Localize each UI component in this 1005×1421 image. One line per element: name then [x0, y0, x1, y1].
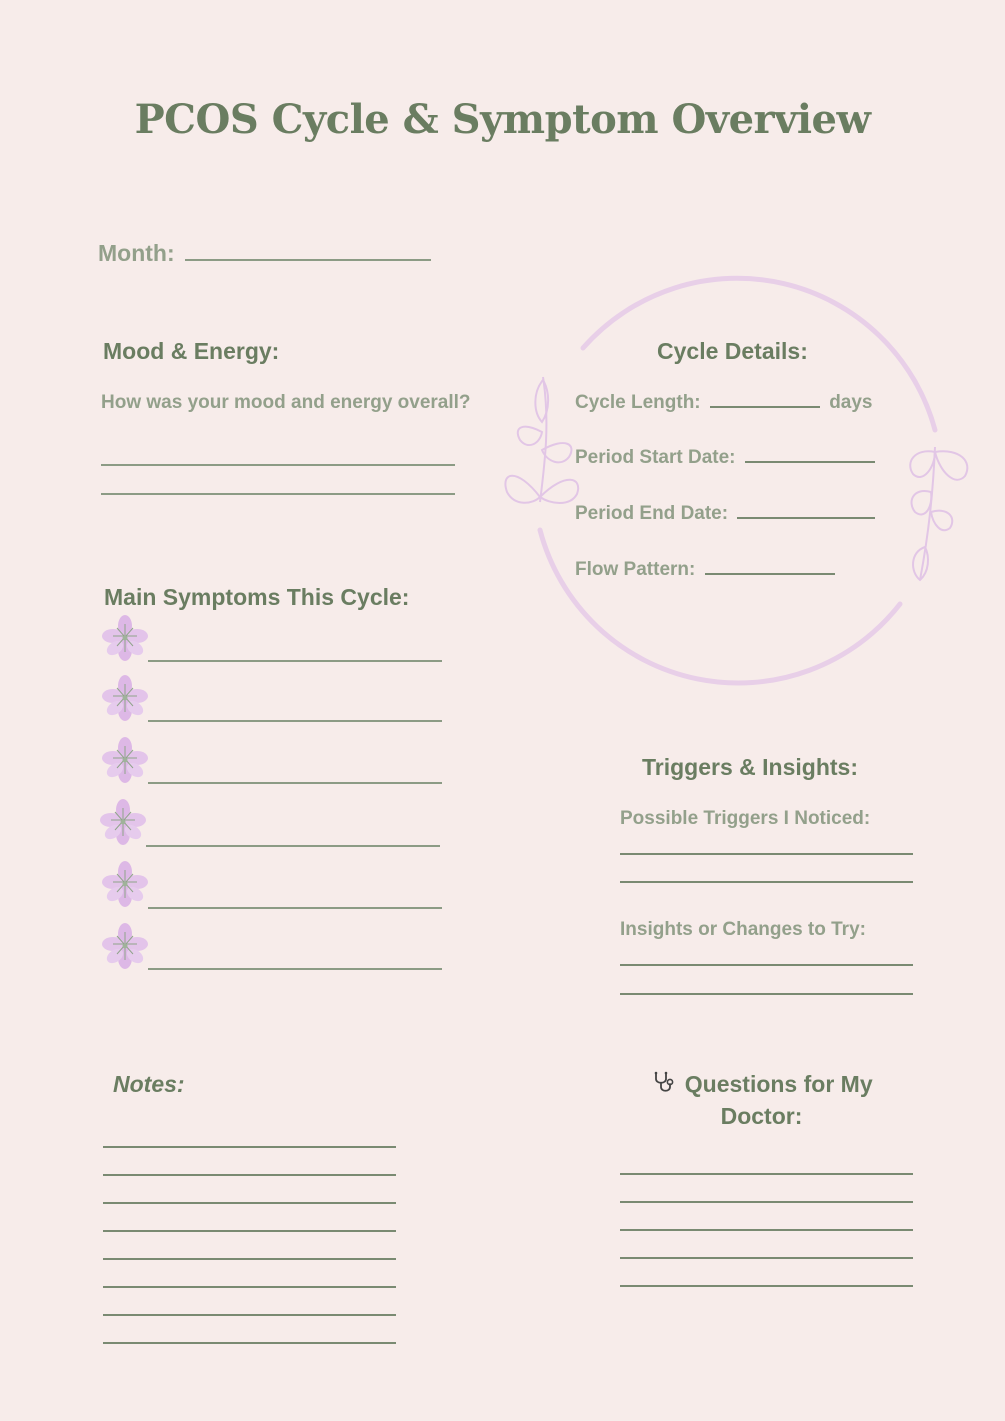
flower-icon	[99, 798, 147, 846]
questions-line[interactable]	[620, 1285, 913, 1287]
triggers-label: Possible Triggers I Noticed:	[620, 808, 871, 829]
notes-line[interactable]	[103, 1342, 396, 1344]
questions-heading-line1: Questions for My	[684, 1071, 873, 1097]
mood-heading: Mood & Energy:	[103, 338, 280, 364]
flower-icon	[101, 922, 149, 970]
questions-line[interactable]	[620, 1257, 913, 1259]
floral-wreath-decoration	[495, 262, 985, 692]
symptom-line[interactable]	[148, 782, 442, 784]
flow-pattern-label: Flow Pattern:	[575, 559, 696, 580]
symptom-line[interactable]	[146, 845, 440, 847]
period-end-label: Period End Date:	[575, 503, 729, 524]
flower-icon	[101, 614, 149, 662]
mood-answer-line[interactable]	[101, 464, 455, 466]
symptom-line[interactable]	[148, 660, 442, 662]
period-start-field[interactable]	[575, 444, 875, 472]
cycle-length-field[interactable]	[575, 389, 873, 417]
insights-answer-line[interactable]	[620, 964, 913, 966]
notes-line[interactable]	[103, 1314, 396, 1316]
insights-answer-line[interactable]	[620, 993, 913, 995]
period-start-label: Period Start Date:	[575, 447, 736, 468]
notes-line[interactable]	[103, 1174, 396, 1176]
symptom-line[interactable]	[148, 720, 442, 722]
symptom-line[interactable]	[148, 907, 442, 909]
month-label: Month:	[98, 240, 175, 266]
questions-heading	[620, 1068, 903, 1132]
questions-line[interactable]	[620, 1173, 913, 1175]
insights-label: Insights or Changes to Try:	[620, 919, 866, 940]
mood-question: How was your mood and energy overall?	[101, 392, 471, 413]
questions-line[interactable]	[620, 1229, 913, 1231]
cycle-length-underline	[710, 390, 820, 408]
notes-line[interactable]	[103, 1286, 396, 1288]
symptom-line[interactable]	[148, 968, 442, 970]
flower-icon	[101, 674, 149, 722]
page-title: PCOS Cycle & Symptom Overview	[134, 96, 871, 143]
month-field[interactable]	[98, 240, 431, 267]
period-end-underline	[737, 501, 875, 519]
questions-heading-line2: Doctor:	[720, 1103, 803, 1129]
flow-pattern-field[interactable]	[575, 556, 835, 584]
period-end-field[interactable]	[575, 500, 875, 528]
triggers-answer-line[interactable]	[620, 853, 913, 855]
cycle-length-unit: days	[829, 392, 873, 413]
notes-line[interactable]	[103, 1146, 396, 1148]
symptoms-heading: Main Symptoms This Cycle:	[104, 584, 410, 610]
notes-line[interactable]	[103, 1230, 396, 1232]
notes-line[interactable]	[103, 1258, 396, 1260]
notes-line[interactable]	[103, 1202, 396, 1204]
triggers-answer-line[interactable]	[620, 881, 913, 883]
period-start-underline	[745, 445, 875, 463]
month-underline	[185, 243, 431, 261]
cycle-heading: Cycle Details:	[657, 338, 808, 364]
flower-icon	[101, 736, 149, 784]
mood-answer-line[interactable]	[101, 493, 455, 495]
flower-icon	[101, 860, 149, 908]
triggers-heading: Triggers & Insights:	[642, 754, 858, 780]
notes-heading: Notes:	[113, 1071, 185, 1097]
questions-line[interactable]	[620, 1201, 913, 1203]
stethoscope-icon	[650, 1070, 676, 1096]
cycle-length-label: Cycle Length:	[575, 392, 701, 413]
flow-pattern-underline	[705, 557, 835, 575]
